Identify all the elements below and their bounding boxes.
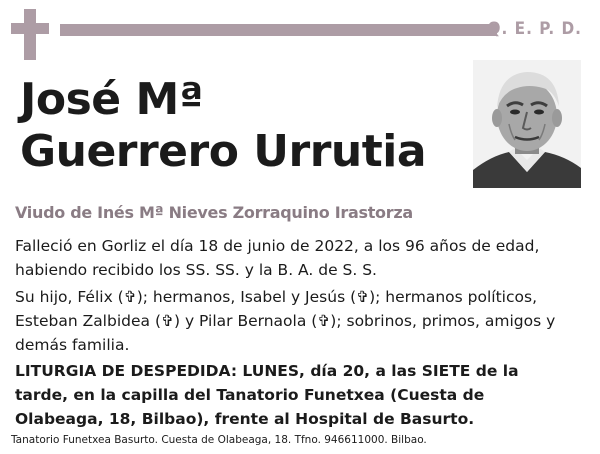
portrait-photo [473, 60, 581, 188]
header-bar [60, 24, 497, 36]
name-line-1: José Mª [20, 74, 204, 125]
qepd-label: Q. E. P. D. [487, 19, 582, 39]
death-notice-paragraph: Falleció en Gorliz el día 18 de junio de 2022, a los 96 años de edad, habiendo recibido los SS. SS. y la B. A. de S. S. [15, 237, 540, 279]
cross-icon [11, 9, 49, 60]
funeral-home-footer: Tanatorio Funetxea Basurto. Cuesta de Olabeaga, 18. Tfno. 946611000. Bilbao. [11, 434, 427, 446]
family-paragraph: Su hijo, Félix (✞); hermanos, Isabel y Jesús (✞); hermanos políticos, Esteban Zalbidea (✞) y Pilar Bernaola (✞); sobrinos, primos, amigos y demás familia. [15, 288, 556, 354]
service-paragraph: LITURGIA DE DESPEDIDA: LUNES, día 20, a las SIETE de la tarde, en la capilla del Tanatorio Funetxea (Cuesta de Olabeaga, 18, Bilbao), frente al Hospital de Basurto. [15, 362, 519, 428]
name-line-2: Guerrero Urrutia [20, 126, 427, 177]
widow-of-line: Viudo de Inés Mª Nieves Zorraquino Irastorza [15, 203, 413, 222]
deceased-name [20, 74, 426, 178]
